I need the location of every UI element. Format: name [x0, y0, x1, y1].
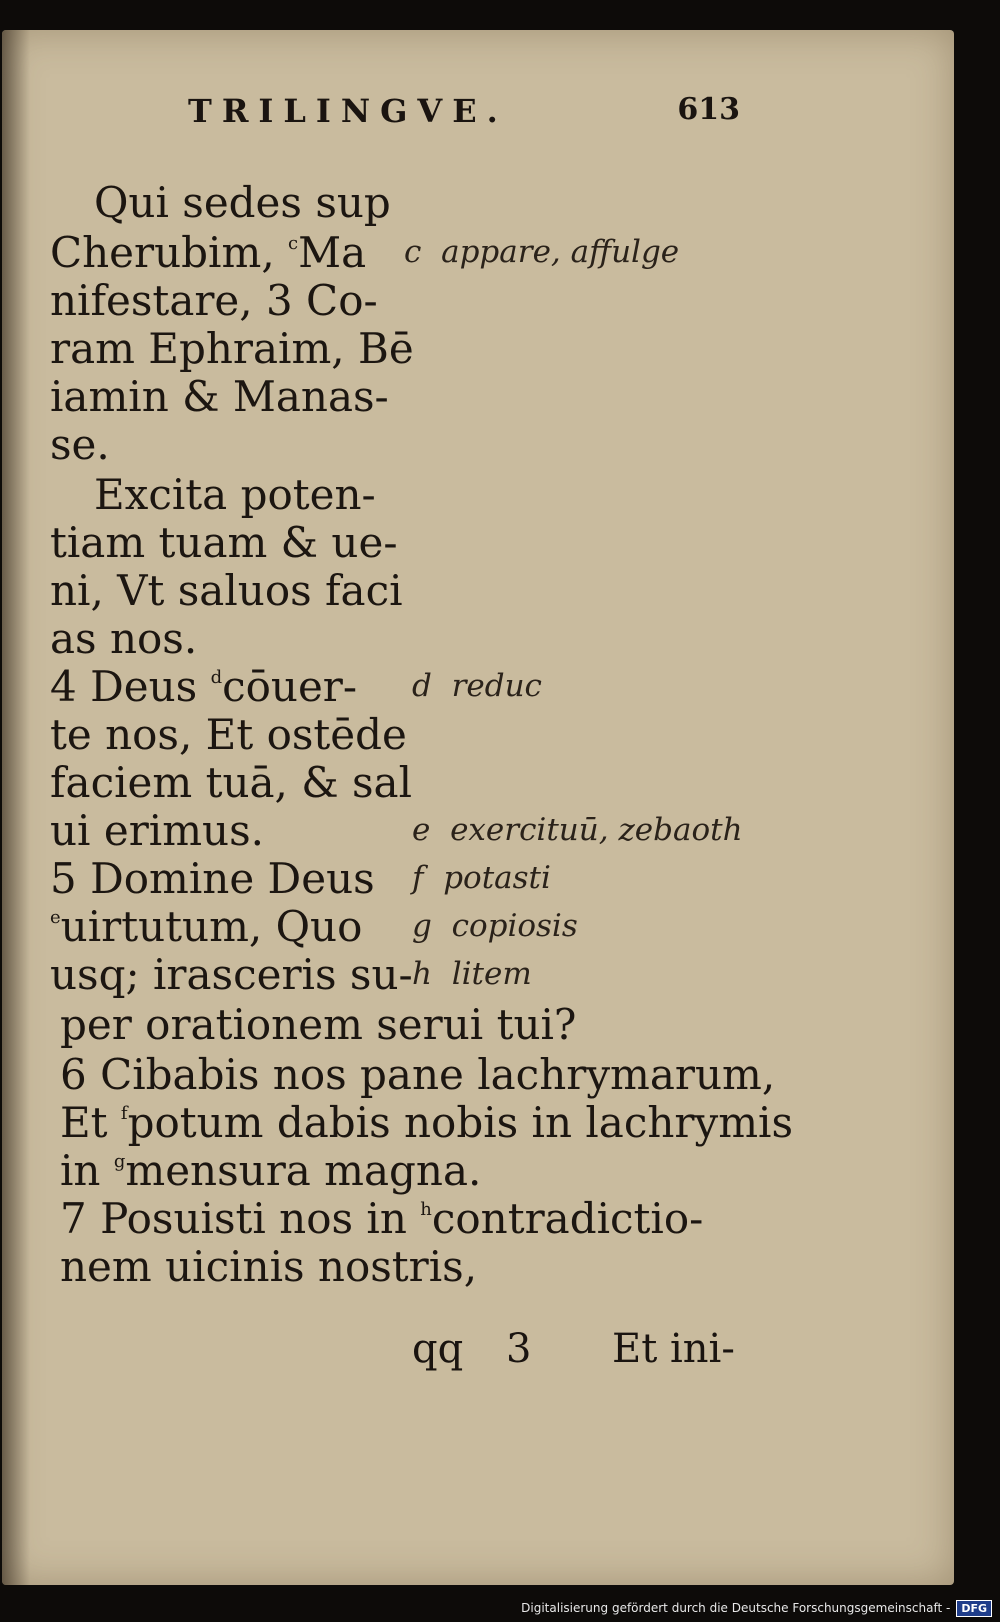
dfg-logo: DFG: [956, 1600, 992, 1617]
gloss-marker: d: [210, 667, 223, 688]
text-line: 7 Posuisti nos in $^h$contradictio-: [60, 1194, 704, 1243]
page-header: [188, 92, 740, 142]
text-line: Et $^f$potum dabis nobis in lachrymis: [60, 1098, 794, 1147]
text-line: 5 Domine Deus: [50, 854, 375, 903]
margin-gloss: e exercituū, zebaoth: [412, 812, 743, 848]
digitization-credit: [521, 1598, 992, 1618]
gloss-marker: h: [420, 1199, 432, 1220]
text-line: iamin & Manas-: [50, 372, 389, 421]
text-line: usq; irasceris su-: [50, 950, 413, 999]
running-head: TRILINGVE.: [188, 92, 508, 130]
gloss-marker: g: [113, 1151, 126, 1172]
gloss-marker: c: [288, 233, 299, 254]
text-line: as nos.: [50, 614, 198, 663]
text-line: ni, Vt saluos faci: [50, 566, 403, 615]
text-line: $^e$uirtutum, Quo: [50, 902, 363, 951]
text-line: tiam tuam & ue-: [50, 518, 398, 567]
text-line: Cherubim, $^c$Ma: [50, 228, 367, 277]
margin-gloss: f potasti: [412, 860, 551, 896]
text-line: Qui sedes sup: [94, 178, 391, 227]
margin-gloss: g copiosis: [412, 908, 578, 944]
text-line: nifestare, 3 Co-: [50, 276, 378, 325]
gloss-marker: f: [120, 1103, 128, 1124]
margin-gloss: h litem: [412, 956, 532, 992]
text-line: te nos, Et ostēde: [50, 710, 407, 759]
margin-gloss: c appare, affulge: [404, 234, 680, 270]
text-line: in $^g$mensura magna.: [60, 1146, 482, 1195]
text-line: ui erimus.: [50, 806, 264, 855]
signature-mark: qq: [412, 1326, 464, 1372]
margin-gloss: d reduc: [412, 668, 542, 704]
text-line: se.: [50, 420, 110, 469]
text-line: Excita poten-: [94, 470, 376, 519]
credit-text: Digitalisierung gefördert durch die Deutsche Forschungsgemeinschaft -: [521, 1601, 951, 1615]
folio-number: 613: [677, 92, 740, 127]
catchword: Et ini-: [612, 1326, 735, 1372]
book-page: [2, 30, 954, 1585]
text-line: faciem tuā, & sal: [50, 758, 413, 807]
text-line: 4 Deus $^d$cōuer-: [50, 662, 358, 711]
text-line: 6 Cibabis nos pane lachrymarum,: [60, 1050, 776, 1099]
signature-number: 3: [506, 1326, 532, 1372]
text-line: ram Ephraim, Bē: [50, 324, 414, 373]
text-line: nem uicinis nostris,: [60, 1242, 478, 1291]
gloss-marker: e: [50, 907, 61, 928]
text-line: per orationem serui tui?: [60, 1000, 577, 1049]
